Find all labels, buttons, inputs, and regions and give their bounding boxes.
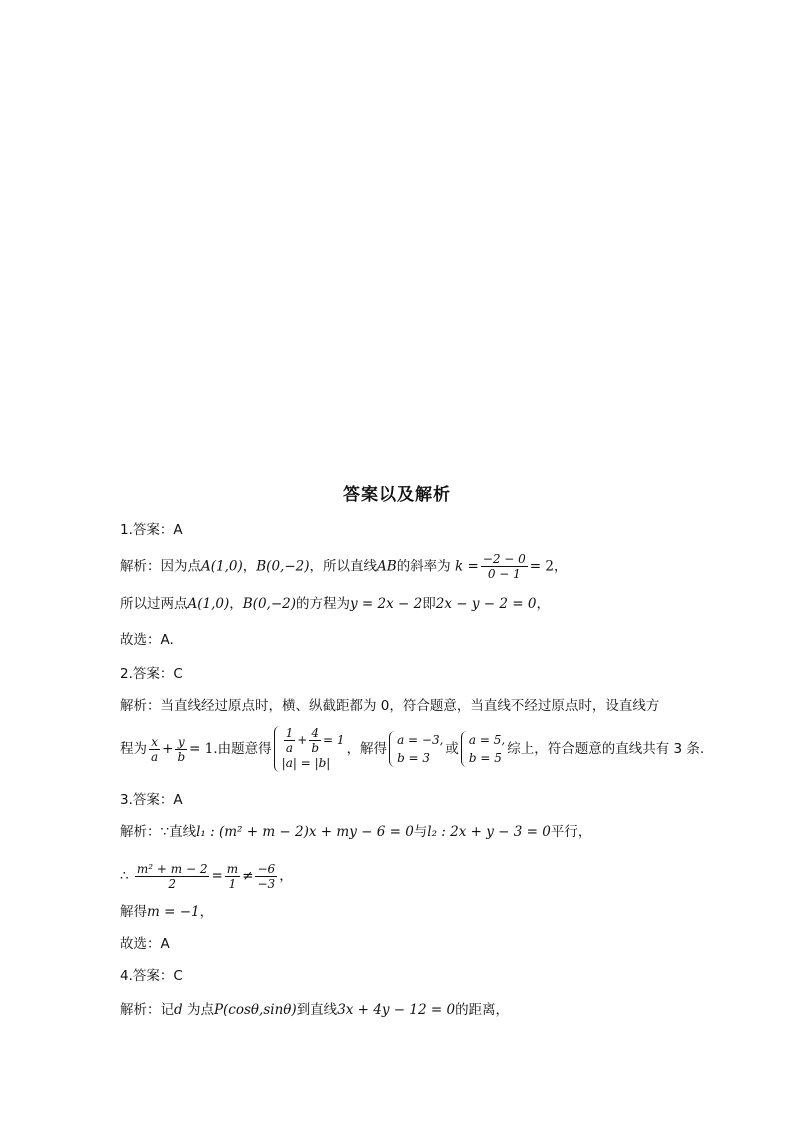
equation-system-2: a = −3, b = 3	[389, 731, 443, 767]
slope-fraction: $\frac{-2 - 0}{0 - 1}$	[482, 552, 526, 581]
equation-system-3: a = 5, b = 5	[461, 731, 505, 767]
q3-solve: 解得m = −1，	[120, 904, 214, 920]
q2-answer: 2.答案：C	[120, 666, 183, 682]
q2-analysis-line1: 解析：当直线经过原点时，横、纵截距都为 0，符合题意，当直线不经过原点时，设直线方	[120, 698, 660, 714]
equation-system-1: $\frac{1}{a}$ + $\frac{4}{b}$ = 1 |a| = |b|	[274, 726, 345, 772]
q1-analysis-line2: 所以过两点A(1,0)，B(0,−2)的方程为y = 2x − 2即2x − y − 2 = 0，	[120, 596, 550, 612]
q4-analysis-line1: 解析：记d 为点P(cosθ,sinθ)到直线3x + 4y − 12 = 0的距离，	[120, 1002, 510, 1018]
point-a: A(1,0)	[201, 558, 243, 575]
q3-analysis-line2: ∴ $\frac{\text{m² + m − 2}}{2}$ = $\frac{m}{1}$ ≠ $\frac{-6}{-3}$ ，	[120, 861, 293, 891]
point-b: B(0,−2)	[256, 558, 310, 575]
q2-analysis-line2: 程为 $\frac{x}{a}$ + $\frac{y}{b}$ = 1.由题意得 $\frac{1}{a}$ + $\frac{4}{b}$ = 1 |a| = |b| ，解得 a = −3, b = 3 或 a = 5, b = 5 综上，符合题意的直线共有 3 条.	[120, 726, 705, 770]
q1-analysis-line1: 解析：因为点A(1,0)，B(0,−2)，所以直线AB的斜率为 k = $\frac{-2 - 0}{0 - 1}$ = 2，	[120, 552, 568, 581]
q3-analysis-line1: 解析：∵直线l₁ : (m² + m − 2)x + my − 6 = 0与l₂ : 2x + y − 3 = 0平行，	[120, 824, 592, 840]
q1-choose: 故选：A.	[120, 632, 174, 648]
q3-answer: 3.答案：A	[120, 792, 183, 808]
q3-choose: 故选：A	[120, 936, 170, 952]
q1-answer: 1.答案：A	[120, 522, 183, 538]
q4-answer: 4.答案：C	[120, 968, 183, 984]
page-title: 答案以及解析	[343, 485, 451, 505]
